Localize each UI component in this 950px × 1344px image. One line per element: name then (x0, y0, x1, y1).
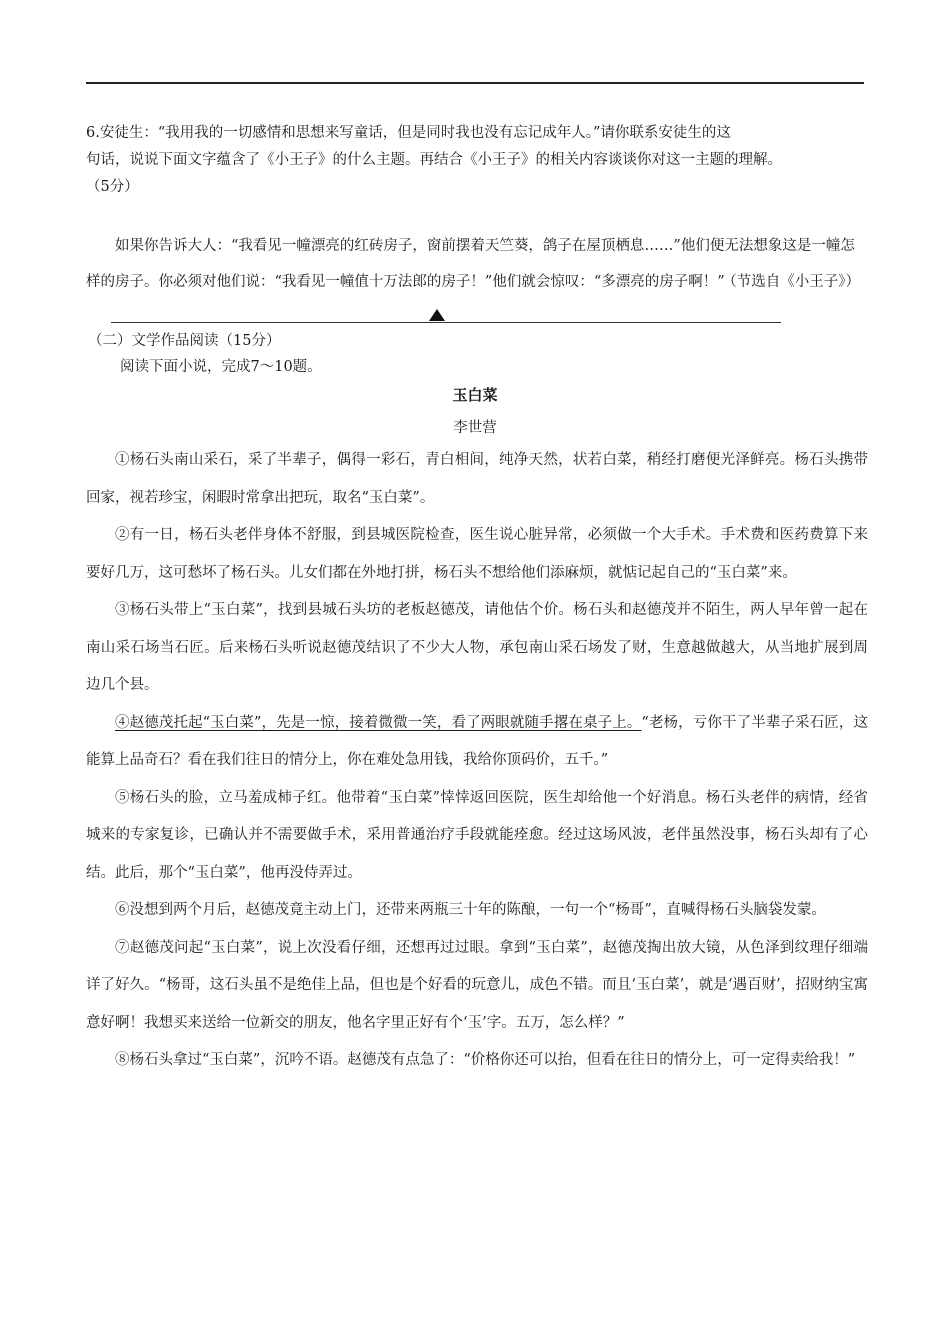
excerpt-source: （节选自《小王子》） (722, 274, 860, 290)
story-paragraph-8: ⑧杨石头拿过“玉白菜”，沉吟不语。赵德茂有点急了：“价格你还可以抬，但看在往日的情分上，可一定得卖给我！” (115, 1052, 856, 1068)
story-author: 李世营 (453, 420, 497, 436)
story-paragraph-7: ⑦赵德茂问起“玉白菜”，说上次没看仔细，还想再过过眼。拿到“玉白菜”，赵德茂掏出放大镜，从色泽到纹理仔细端详了好久。“杨哥，这石头虽不是绝佳上品，但也是个好看的玩意儿，成色不错。而且‘玉白菜’，就是‘遇百财’，招财纳宝寓意好啊！我想买来送给一位新交的朋友，他名字里正好有个‘玉’字。五万，怎么样？” (86, 939, 868, 1031)
divider-line (111, 322, 781, 323)
section-instruction: 阅读下面小说，完成7～10题。 (120, 359, 322, 375)
story-body (86, 442, 868, 1080)
story-paragraph-6: ⑥没想到两个月后，赵德茂竟主动上门，还带来两瓶三十年的陈酿，一句一个“杨哥”，直喊得杨石头脑袋发蒙。 (115, 902, 826, 918)
story-title: 玉白菜 (452, 386, 498, 404)
story-paragraph-4 (86, 705, 868, 780)
header-rule (86, 82, 864, 84)
story-paragraph-1: ①杨石头南山采石，采了半辈子，偶得一彩石，青白相间，纯净天然，状若白菜，稍经打磨便光泽鲜亮。杨石头携带回家，视若珍宝，闲暇时常拿出把玩，取名“玉白菜”。 (86, 452, 868, 506)
underlined-sentence: ④赵德茂托起“玉白菜”，先是一惊，接着微微一笑，看了两眼就随手撂在桌子上。 (115, 714, 642, 731)
triangle-marker-icon (429, 309, 445, 321)
excerpt-quote (86, 228, 866, 300)
story-paragraph-5: ⑤杨石头的脸，立马羞成柿子红。他带着“玉白菜”悻悻返回医院，医生却给他一个好消息。杨石头老伴的病情，经省城来的专家复诊，已确认并不需要做手术，采用普通治疗手段就能痊愈。经过这场风波，老伴虽然没事，杨石头却有了心结。此后，那个“玉白菜”，他再没侍弄过。 (86, 789, 868, 881)
excerpt-text: 如果你告诉大人：“我看见一幢漂亮的红砖房子，窗前摆着天竺葵，鸽子在屋顶栖息……”他们便无法想象这是一幢怎样的房子。你必须对他们说：“我看见一幢值十万法郎的房子！”他们就会惊叹：“多漂亮的房子啊！” (86, 238, 855, 290)
question-6-line-2: 句话，说说下面文字蕴含了《小王子》的什么主题。再结合《小王子》的相关内容谈谈你对这一主题的理解。 (86, 152, 782, 168)
answer-divider (111, 309, 781, 325)
story-paragraph-4-rest: “老杨，亏你干了半辈子采石匠，这能算上品奇石？看在我们往日的情分上，你在难处急用钱，我给你顶码价，五千。” (86, 714, 868, 768)
question-6-line-1: 6.安徒生：“我用我的一切感情和思想来写童话，但是同时我也没有忘记成年人。”请你联系安徒生的这 (86, 125, 731, 141)
question-6-points: （5分） (86, 179, 139, 195)
story-paragraph-3: ③杨石头带上“玉白菜”，找到县城石头坊的老板赵德茂，请他估个价。杨石头和赵德茂并不陌生，两人早年曾一起在南山采石场当石匠。后来杨石头听说赵德茂结识了不少大人物，承包南山采石场发了财，生意越做越大，从当地扩展到周边几个县。 (86, 602, 868, 693)
story-paragraph-2: ②有一日，杨石头老伴身体不舒服，到县城医院检查，医生说心脏异常，必须做一个大手术。手术费和医药费算下来要好几万，这可愁坏了杨石头。儿女们都在外地打拼，杨石头不想给他们添麻烦，就惦记起自己的“玉白菜”来。 (86, 527, 868, 581)
section-heading: （二）文学作品阅读（15分） (88, 333, 281, 349)
question-6 (86, 120, 866, 201)
